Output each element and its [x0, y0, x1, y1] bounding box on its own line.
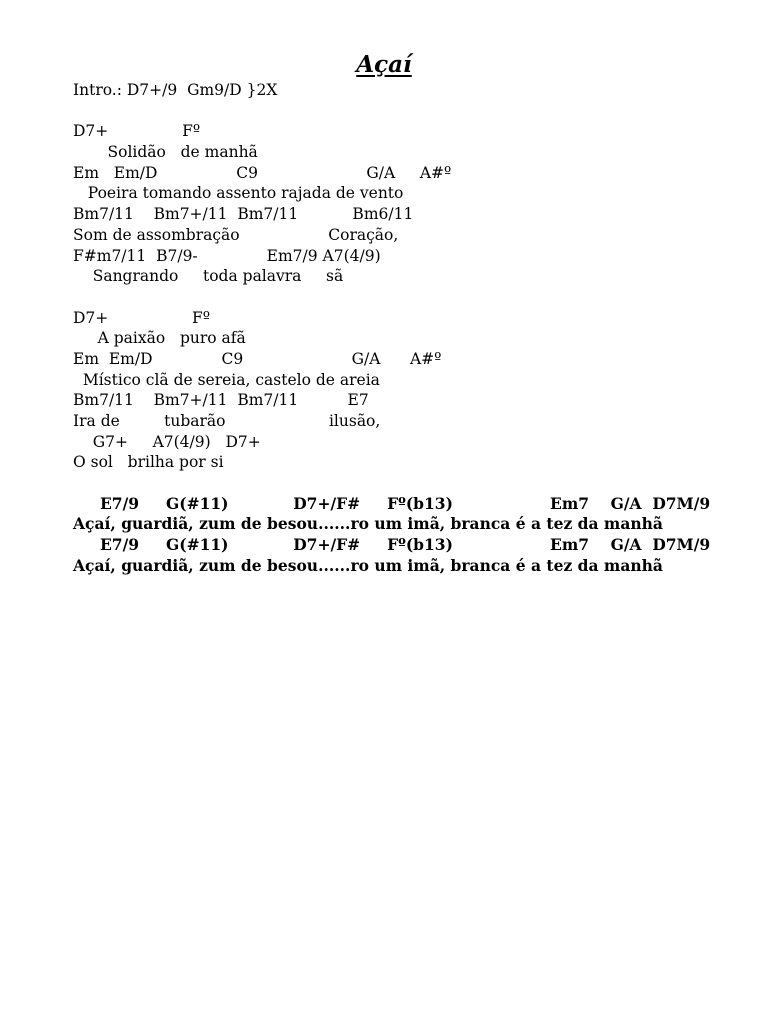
blank-line: [73, 287, 733, 308]
chorus-chord-line: E7/9 G(#11) D7+/F# Fº(b13) Em7 G/A D7M/9: [73, 493, 711, 513]
chorus-lyric-line: Açaí, guardiã, zum de besou......ro um imã, branca é a tez da manhã: [73, 555, 663, 575]
intro-line: Intro.: D7+/9 Gm9/D }2X: [73, 81, 278, 99]
chord-line: D7+ Fº: [73, 308, 211, 327]
lyric-line: Sangrando toda palavra sã: [73, 267, 344, 286]
lyric-line: Poeira tomando assento rajada de vento: [73, 184, 404, 203]
chord-line: G7+ A7(4/9) D7+: [73, 432, 261, 451]
lyric-line: O sol brilha por si: [73, 453, 224, 472]
blank-line: [73, 101, 733, 122]
chord-line: Bm7/11 Bm7+/11 Bm7/11 E7: [73, 391, 369, 410]
blank-line: [73, 473, 733, 494]
chord-line: Em Em/D C9 G/A A#º: [73, 349, 442, 368]
chord-sheet: [73, 80, 733, 577]
chorus-chord-line: E7/9 G(#11) D7+/F# Fº(b13) Em7 G/A D7M/9: [73, 535, 711, 555]
lyric-line: A paixão puro afã: [73, 329, 246, 348]
lyric-line: Solidão de manhã: [73, 143, 258, 162]
chorus-lyric-line: Açaí, guardiã, zum de besou......ro um imã, branca é a tez da manhã: [73, 514, 663, 534]
chord-line: Em Em/D C9 G/A A#º: [73, 163, 452, 182]
lyric-line: Ira de tubarão ilusão,: [73, 412, 381, 430]
chord-line: D7+ Fº: [73, 122, 201, 141]
chord-line: Bm7/11 Bm7+/11 Bm7/11 Bm6/11: [73, 205, 414, 224]
chord-line: F#m7/11 B7/9- Em7/9 A7(4/9): [73, 246, 381, 265]
lyric-line: Som de assombração Coração,: [73, 225, 399, 244]
song-title: Açaí: [356, 51, 412, 78]
lyric-line: Místico clã de sereia, castelo de areia: [73, 370, 380, 389]
